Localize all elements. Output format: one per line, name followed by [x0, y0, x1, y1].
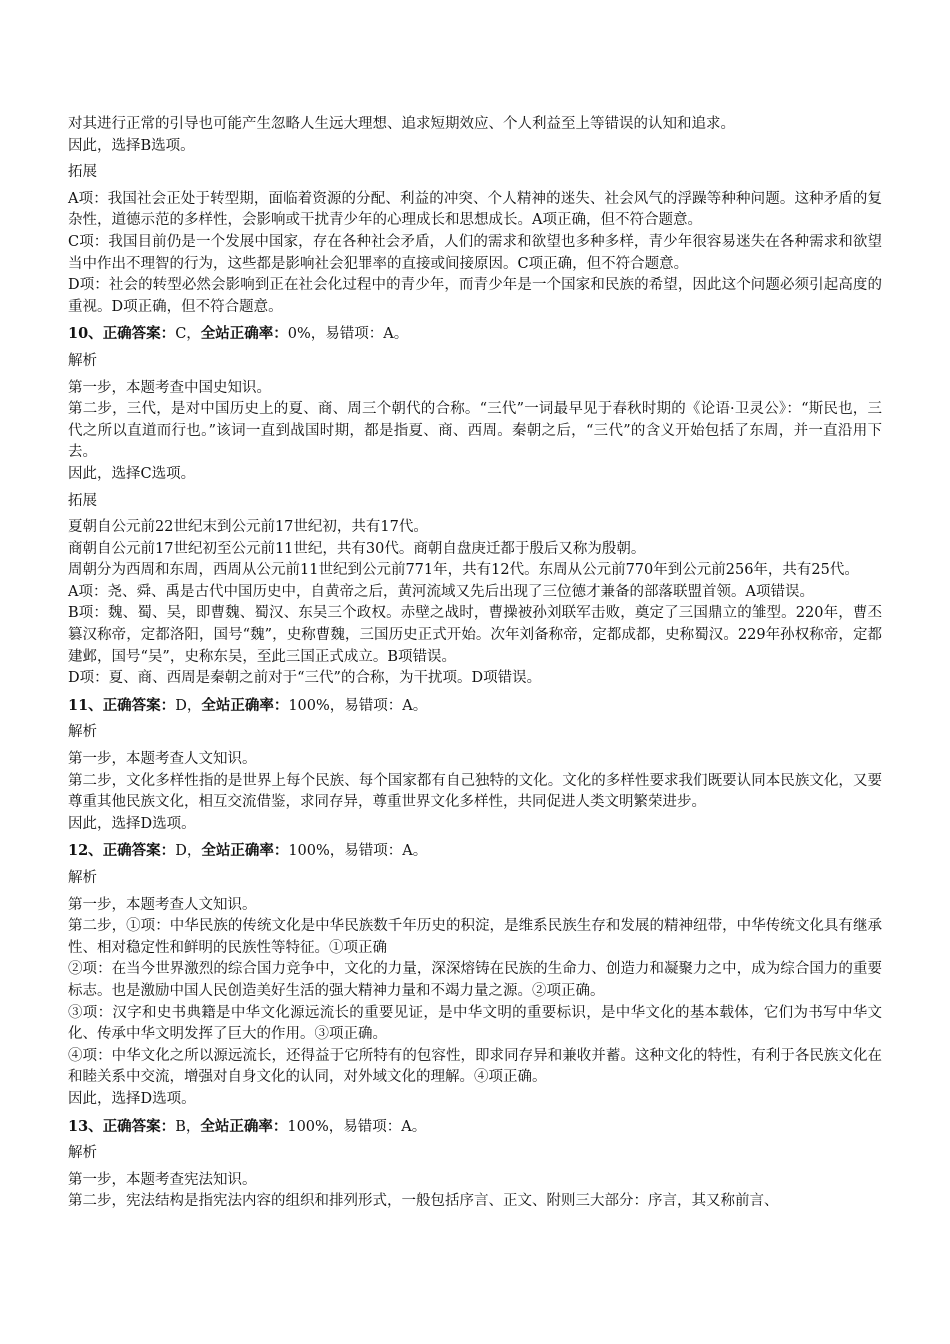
paragraph: 第一步，本题考查人文知识。	[68, 751, 257, 768]
paragraph: C项：我国目前仍是一个发展中国家，存在各种社会矛盾，人们的需求和欲望也多种多样，青少年很容易迷失在各种需求和欲望当中作出不理智的行为，这些都是影响社会犯罪率的直接或间接原因。C项正确，但不符合题意。	[68, 233, 882, 272]
paragraph: 第一步，本题考查人文知识。	[68, 896, 257, 913]
answer-label: 正确答案：	[102, 1117, 176, 1135]
paragraph: 解析	[68, 724, 97, 741]
answer-line	[68, 840, 882, 863]
answer-line	[68, 323, 882, 346]
accuracy-label: 全站正确率：	[201, 696, 289, 714]
paragraph: 因此，选择D选项。	[68, 1090, 196, 1107]
accuracy-value: 100%，易错项：A。	[287, 1118, 427, 1135]
paragraph: 因此，选择D选项。	[68, 815, 196, 832]
accuracy-label: 全站正确率：	[201, 842, 289, 860]
accuracy-value: 0%，易错项：A。	[287, 326, 409, 343]
accuracy-value: 100%，易错项：A。	[288, 843, 428, 860]
answer-label: 正确答案：	[102, 325, 176, 343]
answer-value: C，	[175, 326, 201, 343]
answer-line	[68, 695, 882, 718]
accuracy-label: 全站正确率：	[200, 325, 288, 343]
paragraph: 第二步，①项：中华民族的传统文化是中华民族数千年历史的积淀，是维系民族生存和发展的精神纽带，中华传统文化具有继承性、相对稳定性和鲜明的民族性等特征。①项正确	[68, 918, 882, 956]
paragraph: 解析	[68, 870, 97, 886]
paragraph: 第二步，三代，是对中国历史上的夏、商、周三个朝代的合称。“三代”一词最早见于春秋时期的《论语·卫灵公》：“斯民也，三代之所以直道而行也。”该词一直到战国时期，都是指夏、商、西周。秦朝之后，“三代”的含义开始包括了东周，并一直沿用下去。	[68, 401, 882, 461]
answer-value: D，	[175, 843, 202, 860]
paragraph: 第一步，本题考查中国史知识。	[68, 379, 271, 396]
paragraph: A项：我国社会正处于转型期，面临着资源的分配、利益的冲突、个人精神的迷失、社会风气的浮躁等种种问题。这种矛盾的复杂性，道德示范的多样性，会影响或干扰青少年的心理成长和思想成长。A项正确，但不符合题意。	[68, 190, 882, 229]
answer-line	[68, 1116, 882, 1139]
paragraph: 解析	[68, 352, 97, 369]
paragraph: D项：夏、商、西周是秦朝之前对于“三代”的合称，为干扰项。D项错误。	[68, 670, 542, 687]
question-number: 13、	[68, 1117, 103, 1135]
answer-value: B，	[175, 1118, 201, 1135]
paragraph: 第一步，本题考查宪法知识。	[68, 1171, 257, 1188]
paragraph: ②项：在当今世界激烈的综合国力竞争中，文化的力量，深深熔铸在民族的生命力、创造力和凝聚力之中，成为综合国力的重要标志。也是激励中国人民创造美好生活的强大精神力量和不竭力量之源。②项正确。	[68, 961, 882, 999]
paragraph: 夏朝自公元前22世纪末到公元前17世纪初，共有17代。	[68, 519, 428, 536]
question-number: 11、	[68, 696, 103, 714]
answer-value: D，	[175, 697, 202, 714]
question-number: 10、	[68, 325, 103, 343]
paragraph: 拓展	[68, 492, 97, 509]
paragraph: D项：社会的转型必然会影响到正在社会化过程中的青少年，而青少年是一个国家和民族的希望，因此这个问题必须引起高度的重视。D项正确，但不符合题意。	[68, 277, 882, 315]
paragraph: 拓展	[68, 164, 97, 181]
paragraph: 第二步，宪法结构是指宪法内容的组织和排列形式，一般包括序言、正文、附则三大部分：序言，其又称前言、	[68, 1193, 779, 1210]
question-number: 12、	[68, 842, 103, 860]
paragraph: ④项：中华文化之所以源远流长，还得益于它所特有的包容性，即求同存异和兼收并蓄。这种文化的特性，有利于各民族文化在和睦关系中交流，增强对自身文化的认同，对外域文化的理解。④项正确。	[68, 1047, 882, 1086]
paragraph: B项：魏、蜀、吴，即曹魏、蜀汉、东吴三个政权。赤壁之战时，曹操被孙刘联军击败，奠定了三国鼎立的雏型。220年，曹丕篡汉称帝，定都洛阳，国号“魏”，史称曹魏，三国历史正式开始。次年刘备称帝，定都成都，史称蜀汉。229年孙权称帝，定都建邺，国号“吴”，史称东吴，至此三国正式成立。B项错误。	[68, 605, 882, 665]
paragraph: 因此，选择C选项。	[68, 465, 196, 482]
paragraph: 第二步，文化多样性指的是世界上每个民族、每个国家都有自己独特的文化。文化的多样性要求我们既要认同本民族文化，又要尊重其他民族文化，相互交流借鉴，求同存异，尊重世界文化多样性，共同促进人类文明繁荣进步。	[68, 772, 882, 811]
paragraph: 商朝自公元前17世纪初至公元前11世纪，共有30代。商朝自盘庚迁都于殷后又称为殷朝。	[68, 540, 646, 557]
paragraph: 解析	[68, 1145, 97, 1162]
paragraph: ③项：汉字和史书典籍是中华文化源远流长的重要见证，是中华文明的重要标识，是中华文化的基本载体，它们为书写中华文化、传承中华文明发挥了巨大的作用。③项正确。	[68, 1004, 882, 1043]
paragraph: 因此，选择B选项。	[68, 137, 195, 154]
answer-label: 正确答案：	[102, 696, 176, 714]
paragraph: A项：尧、舜、禹是古代中国历史中，自黄帝之后，黄河流域又先后出现了三位德才兼备的部落联盟首领。A项错误。	[68, 583, 814, 600]
document-body	[68, 114, 882, 1213]
paragraph: 周朝分为西周和东周，西周从公元前11世纪到公元前771年，共有12代。东周从公元前770年到公元前256年，共有25代。	[68, 562, 859, 579]
accuracy-label: 全站正确率：	[200, 1117, 288, 1135]
accuracy-value: 100%，易错项：A。	[288, 697, 428, 714]
paragraph: 对其进行正常的引导也可能产生忽略人生远大理想、追求短期效应、个人利益至上等错误的认知和追求。	[68, 116, 735, 132]
answer-label: 正确答案：	[102, 842, 176, 860]
